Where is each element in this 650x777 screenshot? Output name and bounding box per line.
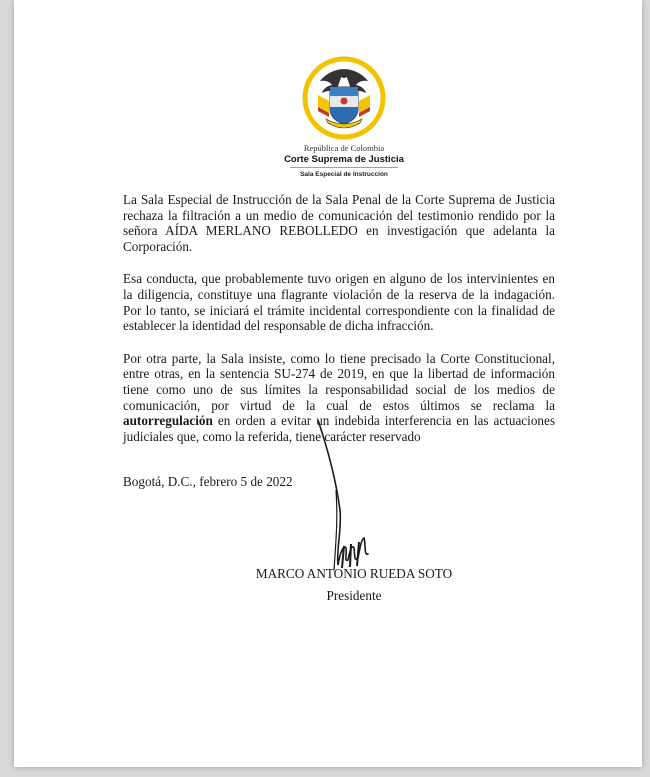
handwritten-signature: [314, 420, 394, 580]
document-date: Bogotá, D.C., febrero 5 de 2022: [123, 474, 293, 489]
signer-block: [239, 563, 469, 607]
coat-of-arms-icon: [296, 55, 392, 141]
signer-name: MARCO ANTONIO RUEDA SOTO: [255, 566, 453, 581]
paragraph-1: La Sala Especial de Instrucción de la Sala Penal de la Corte Suprema de Justicia rechaza la filtración a un medio de comunicación del testimonio rendido por la señora AÍDA MERLANO REBOLLEDO en investigación que adelanta la Corporación.: [123, 192, 555, 254]
paragraph-2: Esa conducta, que probablemente tuvo origen en alguno de los intervinientes en la diligencia, constituye una flagrante violación de la reserva de la indagación. Por lo tanto, se iniciará el trámite incidental correspondiente con la finalidad de establecer la identidad del responsable de dicha infracción.: [123, 271, 555, 334]
court-name: Corte Suprema de Justicia: [284, 154, 404, 165]
paragraph-3-start: Por otra parte, la Sala insiste, como lo tiene precisado la Corte Constitucional, entre otras, en la sentencia SU-274 de 2019, en que la libertad de información tiene como uno de sus límites la responsabilidad social de los medios de comunicación, por virtud de la cual de estos últimos se reclama la: [123, 350, 555, 413]
republic-label: República de Colombia: [303, 143, 385, 153]
document-page: [14, 0, 642, 767]
chamber-name: Sala Especial de Instrucción: [300, 171, 388, 178]
highlighted-term: autorregulación: [123, 413, 213, 429]
header-divider: [290, 167, 398, 168]
institution-header: [254, 143, 434, 178]
paragraph-3-end: en orden a evitar un indebida interferencia en las actuaciones judiciales que, como la referida, tiene carácter reservado: [123, 413, 555, 444]
signer-title: Presidente: [326, 588, 382, 603]
